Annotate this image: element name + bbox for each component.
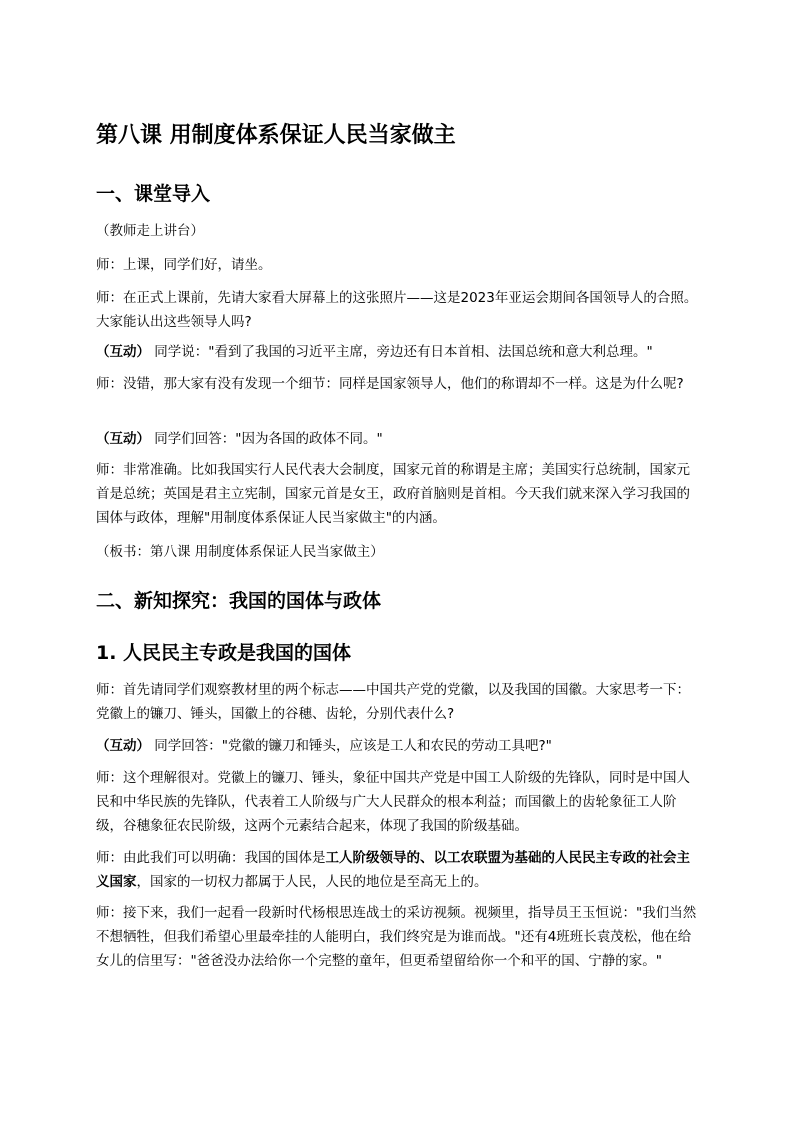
speaker-label: 师： [96,290,123,306]
subsection-heading: 1. 人民民主专政是我国的国体 [96,642,352,664]
speaker-label: 师： [96,376,123,392]
section-heading-intro: 一、课堂导入 [96,183,211,205]
paragraph [96,427,702,451]
speaker-label: 师： [96,905,123,921]
paragraph-text: 在正式上课前，先请大家看大屏幕上的这张照片——这是2023年亚运会期间各国领导人的合照。大家能认出这些领导人吗? [96,290,698,330]
speaker-label: 师： [96,850,123,866]
paragraph-text: 同学回答："党徽的镰刀和锤头，应该是工人和农民的劳动工具吧?" [150,738,552,754]
stage-note: （教师走上讲台） [96,223,204,239]
paragraph [96,766,702,838]
paragraph [96,372,702,396]
interaction-label: （互动） [96,738,150,754]
interaction-label: （互动） [96,344,150,360]
paragraph-text: 由此我们可以明确：我国的国体是 [123,850,326,866]
key-definition: 工人阶级领导的、以工农联盟为基础的人民民主专政的社会主义国家 [96,850,690,890]
paragraph [96,286,702,334]
speaker-label: 师： [96,770,123,786]
paragraph [96,678,702,726]
section-heading-explore: 二、新知探究：我国的国体与政体 [96,590,382,612]
paragraph-text: 接下来，我们一起看一段新时代杨根思连战士的采访视频。视频里，指导员王玉恒说："我们当然不想牺牲，但我们希望心里最牵挂的人能明白，我们终究是为谁而战。"还有4班班长袁茂松，他在给女儿的信里写："爸爸没办法给你一个完整的童年，但更希望留给你一个和平的国、宁静的家。" [96,905,697,969]
speaker-label: 师： [96,682,123,698]
paragraph [96,458,702,530]
paragraph [96,901,702,973]
paragraph-text: 同学们回答："因为各国的政体不同。" [150,431,383,447]
interaction-label: （互动） [96,431,150,447]
speaker-label: 师： [96,462,123,478]
paragraph-text: 首先请同学们观察教材里的两个标志——中国共产党的党徽，以及我国的国徽。大家思考一下：党徽上的镰刀、锤头，国徽上的谷穗、齿轮，分别代表什么? [96,682,690,722]
page-title: 第八课 用制度体系保证人民当家做主 [96,123,456,148]
paragraph-text: 同学说："看到了我国的习近平主席，旁边还有日本首相、法国总统和意大利总理。" [150,344,653,360]
paragraph-text: 没错，那大家有没有发现一个细节：同样是国家领导人，他们的称谓却不一样。这是为什么呢? [123,376,684,392]
paragraph-text: ，国家的一切权力都属于人民，人民的地位是至高无上的。 [136,874,488,890]
paragraph-text: 这个理解很对。党徽上的镰刀、锤头，象征中国共产党是中国工人阶级的先锋队，同时是中国人民和中华民族的先锋队，代表着工人阶级与广大人民群众的根本利益；而国徽上的齿轮象征工人阶级，谷穗象征农民阶级，这两个元素结合起来，体现了我国的阶级基础。 [96,770,690,834]
speaker-label: 师： [96,257,123,273]
paragraph [96,734,702,758]
paragraph [96,340,702,364]
paragraph-text: 上课，同学们好，请坐。 [123,257,272,273]
paragraph [96,846,702,894]
paragraph-text: 非常准确。比如我国实行人民代表大会制度，国家元首的称谓是主席；美国实行总统制，国家元首是总统；英国是君主立宪制，国家元首是女王，政府首脑则是首相。今天我们就来深入学习我国的国体与政体，理解"用制度体系保证人民当家做主"的内涵。 [96,462,690,526]
board-note: （板书：第八课 用制度体系保证人民当家做主） [96,544,384,560]
paragraph [96,253,702,277]
